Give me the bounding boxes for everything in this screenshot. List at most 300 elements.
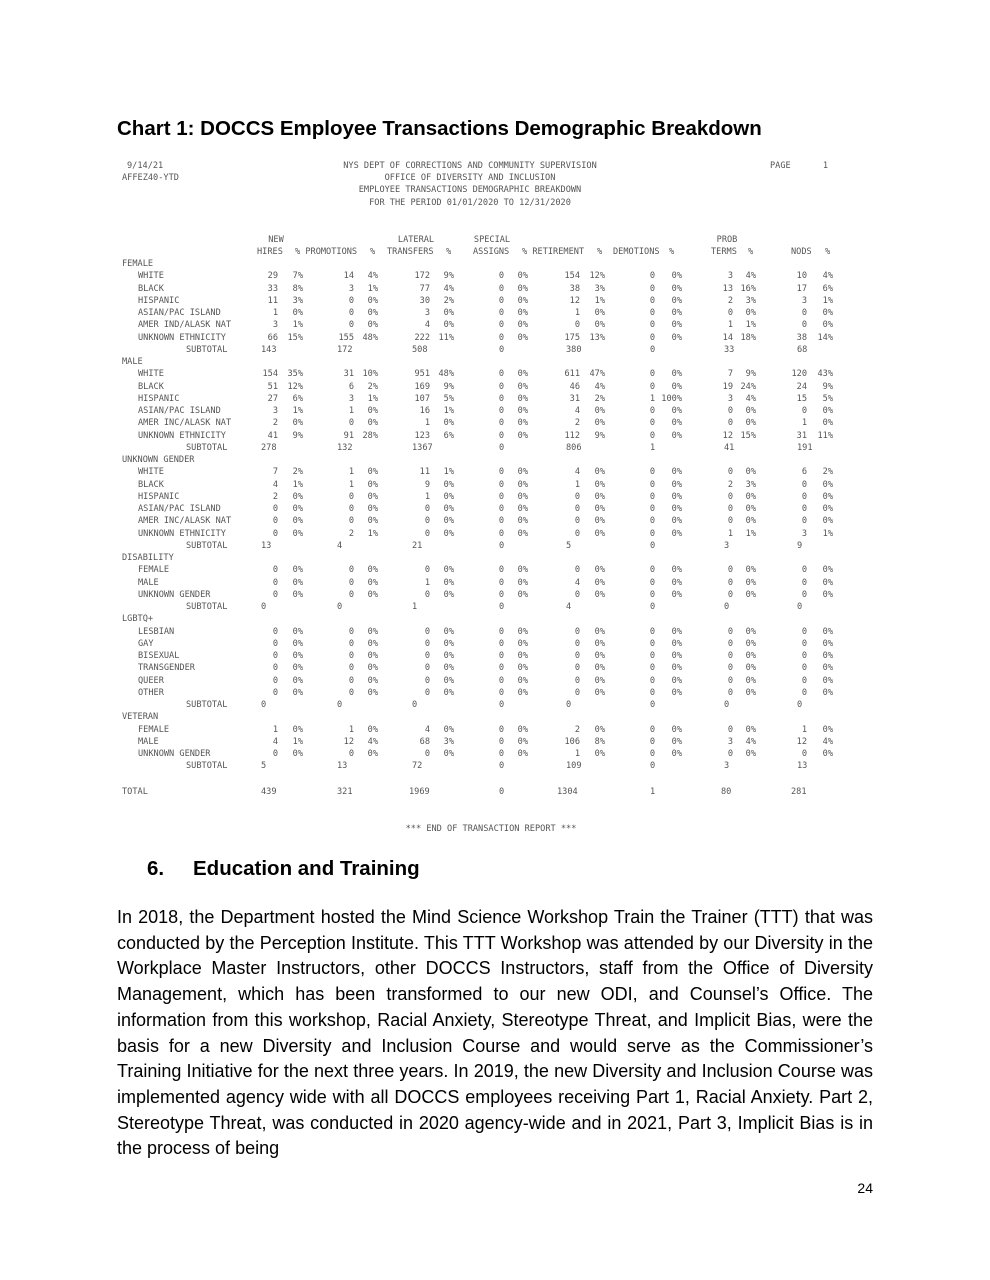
subtotal-value: 0	[724, 602, 730, 612]
cell-value: 0	[272, 528, 278, 539]
report-title-line: EMPLOYEE TRANSACTIONS DEMOGRAPHIC BREAKDOWN	[358, 185, 582, 195]
cell-value: 0	[498, 308, 504, 318]
cell-value: 0%	[367, 418, 378, 429]
cell-value: 7	[272, 467, 278, 478]
subtotal-value: 0	[499, 602, 505, 612]
cell-value: 0%	[292, 308, 303, 318]
cell-value: 0%	[517, 332, 528, 343]
cell-value: 0	[727, 663, 733, 674]
cell-value: 0%	[367, 749, 378, 759]
row-label: OTHER	[138, 687, 164, 698]
cell-value: 0%	[517, 430, 528, 441]
cell-value: 0	[727, 724, 733, 735]
cell-value: 4%	[745, 271, 756, 282]
column-header: DEMOTIONS	[613, 247, 660, 257]
subtotal-value: 0	[499, 700, 505, 710]
cell-value: 0%	[671, 467, 682, 478]
cell-value: 0	[727, 491, 733, 502]
cell-value: 0%	[517, 283, 528, 294]
cell-value: 3%	[443, 736, 454, 747]
cell-value: 0%	[443, 687, 454, 698]
subtotal-value: 0	[261, 700, 267, 710]
subtotal-value: 0	[650, 602, 656, 612]
cell-value: 0	[649, 283, 655, 294]
subtotal-value: 109	[566, 761, 582, 772]
cell-value: 0%	[745, 516, 756, 527]
cell-value: 0%	[822, 491, 833, 502]
cell-value: 31	[343, 369, 354, 380]
cell-value: 1	[574, 749, 580, 759]
cell-value: 0%	[517, 565, 528, 576]
cell-value: 12	[343, 736, 354, 747]
cell-value: 3	[272, 320, 278, 331]
cell-value: 14	[722, 332, 733, 343]
cell-value: 0%	[517, 320, 528, 331]
column-header-top: LATERAL	[397, 235, 435, 245]
cell-value: 1%	[822, 528, 833, 539]
cell-value: 5%	[443, 393, 454, 404]
cell-value: 0%	[594, 528, 605, 539]
cell-value: 0%	[594, 406, 605, 416]
cell-value: 1	[649, 393, 655, 404]
cell-value: 1	[424, 491, 430, 502]
cell-value: 3%	[292, 295, 303, 306]
subtotal-value: 0	[499, 540, 505, 551]
cell-value: 77	[419, 283, 430, 294]
cell-value: 0%	[517, 577, 528, 588]
report-id: AFFEZ40-YTD	[122, 173, 179, 183]
cell-value: 0	[498, 577, 504, 588]
cell-value: 222	[414, 332, 430, 343]
cell-value: 0%	[594, 479, 605, 490]
page-label: PAGE	[770, 161, 791, 171]
cell-value: 4	[574, 467, 580, 478]
cell-value: 0%	[822, 749, 833, 759]
cell-value: 0	[272, 687, 278, 698]
cell-value: 0	[498, 369, 504, 380]
cell-value: 0%	[367, 308, 378, 318]
cell-value: 1	[272, 724, 278, 735]
cell-value: 0%	[822, 320, 833, 331]
cell-value: 0%	[594, 638, 605, 649]
cell-value: 0%	[671, 320, 682, 331]
cell-value: 9%	[443, 271, 454, 282]
subtotal-value: 0	[797, 602, 803, 612]
cell-value: 0%	[671, 663, 682, 674]
cell-value: 0%	[745, 589, 756, 600]
cell-value: 0%	[594, 516, 605, 527]
cell-value: 0	[498, 271, 504, 282]
cell-value: 120	[791, 369, 807, 380]
cell-value: 0	[574, 663, 580, 674]
row-label: FEMALE	[138, 565, 170, 576]
cell-value: 0%	[745, 638, 756, 649]
cell-value: 0	[801, 626, 807, 637]
cell-value: 14%	[817, 332, 833, 343]
cell-value: 0	[801, 577, 807, 588]
cell-value: 0%	[367, 491, 378, 502]
subtotal-value: 806	[566, 442, 582, 453]
column-header-top: PROB	[716, 235, 738, 245]
cell-value: 0%	[443, 504, 454, 514]
cell-value: 0	[574, 687, 580, 698]
cell-value: 0	[498, 516, 504, 527]
cell-value: 175	[564, 332, 580, 343]
column-header: %	[370, 247, 376, 257]
cell-value: 1	[574, 479, 580, 490]
row-label: FEMALE	[138, 724, 170, 735]
cell-value: 0%	[517, 491, 528, 502]
cell-value: 4%	[594, 381, 605, 392]
cell-value: 1%	[292, 320, 303, 331]
cell-value: 0	[574, 491, 580, 502]
subtotal-value: 1	[650, 442, 656, 453]
cell-value: 0	[649, 381, 655, 392]
cell-value: 0%	[517, 369, 528, 380]
row-label: HISPANIC	[138, 295, 180, 306]
cell-value: 0	[272, 651, 278, 661]
section-title: UNKNOWN GENDER	[122, 455, 195, 465]
cell-value: 0%	[671, 577, 682, 588]
cell-value: 0%	[594, 675, 605, 686]
cell-value: 0%	[594, 749, 605, 759]
cell-value: 0	[272, 638, 278, 649]
cell-value: 0	[801, 504, 807, 514]
cell-value: 0	[574, 565, 580, 576]
cell-value: 28%	[362, 430, 378, 441]
cell-value: 12%	[589, 271, 605, 282]
total-value: 80	[721, 787, 732, 797]
cell-value: 0	[649, 320, 655, 331]
cell-value: 4	[424, 320, 430, 331]
cell-value: 0%	[671, 675, 682, 686]
cell-value: 33	[267, 283, 278, 294]
cell-value: 4%	[822, 736, 833, 747]
section-title: LGBTQ+	[122, 614, 154, 625]
cell-value: 0	[348, 675, 354, 686]
cell-value: 66	[267, 332, 278, 343]
cell-value: 1%	[822, 295, 833, 306]
cell-value: 0%	[443, 418, 454, 429]
row-label: WHITE	[138, 467, 164, 478]
cell-value: 0%	[822, 651, 833, 661]
subtotal-value: 0	[337, 700, 343, 710]
cell-value: 1%	[443, 406, 454, 416]
cell-value: 0%	[594, 504, 605, 514]
cell-value: 0	[272, 504, 278, 514]
cell-value: 0%	[745, 626, 756, 637]
cell-value: 6%	[822, 283, 833, 294]
column-header: %	[597, 247, 603, 257]
cell-value: 0	[649, 491, 655, 502]
report-title-line: FOR THE PERIOD 01/01/2020 TO 12/31/2020	[369, 198, 571, 208]
subtotal-value: 21	[412, 540, 423, 551]
cell-value: 0%	[517, 271, 528, 282]
subtotal-value: 0	[566, 700, 572, 710]
cell-value: 0	[574, 626, 580, 637]
cell-value: 0%	[745, 687, 756, 698]
cell-value: 0%	[822, 687, 833, 698]
cell-value: 0%	[671, 504, 682, 514]
column-header: TRANSFERS	[387, 247, 434, 257]
cell-value: 9%	[594, 430, 605, 441]
subtotal-label: SUBTOTAL	[186, 602, 228, 612]
subtotal-value: 4	[337, 540, 343, 551]
cell-value: 0%	[292, 491, 303, 502]
cell-value: 0	[498, 663, 504, 674]
cell-value: 0	[649, 736, 655, 747]
cell-value: 1	[424, 577, 430, 588]
cell-value: 4	[574, 406, 580, 416]
subtotal-label: SUBTOTAL	[186, 442, 228, 453]
cell-value: 3	[348, 393, 354, 404]
cell-value: 1	[348, 467, 354, 478]
subtotal-value: 4	[566, 602, 572, 612]
cell-value: 1	[348, 479, 354, 490]
cell-value: 4	[272, 736, 278, 747]
cell-value: 0%	[822, 663, 833, 674]
row-label: UNKNOWN ETHNICITY	[138, 528, 226, 539]
cell-value: 0	[498, 406, 504, 416]
column-header: NODS	[791, 247, 812, 257]
subtotal-value: 380	[566, 344, 582, 355]
cell-value: 0%	[671, 565, 682, 576]
cell-value: 30	[419, 295, 430, 306]
cell-value: 0	[649, 430, 655, 441]
cell-value: 0	[424, 638, 430, 649]
cell-value: 0%	[594, 663, 605, 674]
row-label: ASIAN/PAC ISLAND	[138, 504, 221, 514]
cell-value: 2%	[443, 295, 454, 306]
cell-value: 4	[424, 724, 430, 735]
cell-value: 0%	[367, 724, 378, 735]
cell-value: 0%	[517, 528, 528, 539]
cell-value: 0	[727, 467, 733, 478]
cell-value: 16	[419, 406, 430, 416]
cell-value: 0%	[822, 479, 833, 490]
column-header: % RETIREMENT	[522, 247, 585, 257]
cell-value: 13%	[589, 332, 605, 343]
cell-value: 0	[727, 589, 733, 600]
cell-value: 0	[498, 467, 504, 478]
row-label: LESBIAN	[138, 626, 175, 637]
cell-value: 0	[498, 320, 504, 331]
cell-value: 154	[564, 271, 580, 282]
cell-value: 3%	[745, 295, 756, 306]
cell-value: 0%	[745, 418, 756, 429]
cell-value: 0	[348, 577, 354, 588]
subtotal-value: 5	[566, 540, 572, 551]
cell-value: 12	[796, 736, 807, 747]
subtotal-value: 0	[499, 344, 505, 355]
cell-value: 0	[498, 295, 504, 306]
row-label: UNKNOWN GENDER	[138, 589, 211, 600]
cell-value: 0	[498, 749, 504, 759]
cell-value: 1%	[745, 320, 756, 331]
cell-value: 0	[649, 418, 655, 429]
cell-value: 0	[574, 528, 580, 539]
cell-value: 0	[498, 418, 504, 429]
cell-value: 4	[574, 577, 580, 588]
cell-value: 4%	[367, 271, 378, 282]
cell-value: 112	[564, 430, 580, 441]
chart-title: Chart 1: DOCCS Employee Transactions Demographic Breakdown	[117, 117, 762, 140]
row-label: UNKNOWN GENDER	[138, 749, 211, 759]
cell-value: 0	[348, 295, 354, 306]
cell-value: 0	[801, 406, 807, 416]
cell-value: 4%	[443, 283, 454, 294]
section-title: DISABILITY	[122, 553, 174, 563]
cell-value: 0%	[594, 589, 605, 600]
cell-value: 0%	[594, 491, 605, 502]
subtotal-value: 13	[337, 761, 348, 772]
cell-value: 4%	[822, 271, 833, 282]
cell-value: 3	[801, 295, 807, 306]
cell-value: 8%	[292, 283, 303, 294]
cell-value: 0%	[292, 418, 303, 429]
cell-value: 35%	[287, 369, 303, 380]
cell-value: 0	[649, 687, 655, 698]
cell-value: 0%	[517, 406, 528, 416]
cell-value: 0%	[443, 528, 454, 539]
cell-value: 24%	[740, 381, 756, 392]
cell-value: 0%	[517, 479, 528, 490]
cell-value: 0%	[671, 271, 682, 282]
cell-value: 0	[801, 687, 807, 698]
cell-value: 2%	[594, 393, 605, 404]
cell-value: 0%	[671, 369, 682, 380]
cell-value: 0%	[443, 491, 454, 502]
cell-value: 0%	[443, 626, 454, 637]
cell-value: 0%	[671, 516, 682, 527]
total-value: 1304	[557, 787, 578, 797]
cell-value: 0%	[822, 516, 833, 527]
subtotal-value: 172	[337, 344, 353, 355]
cell-value: 0%	[671, 418, 682, 429]
cell-value: 0%	[745, 491, 756, 502]
row-label: MALE	[138, 736, 159, 747]
cell-value: 0%	[594, 308, 605, 318]
cell-value: 0%	[367, 626, 378, 637]
cell-value: 0%	[671, 406, 682, 416]
cell-value: 0	[498, 736, 504, 747]
column-header-top: SPECIAL	[473, 235, 511, 245]
cell-value: 100%	[661, 393, 682, 404]
cell-value: 1	[727, 320, 733, 331]
cell-value: 0%	[594, 467, 605, 478]
cell-value: 0%	[292, 565, 303, 576]
cell-value: 68	[419, 736, 430, 747]
cell-value: 0%	[367, 516, 378, 527]
cell-value: 0%	[671, 626, 682, 637]
cell-value: 5%	[822, 393, 833, 404]
subtotal-label: SUBTOTAL	[186, 344, 228, 355]
cell-value: 0	[727, 516, 733, 527]
column-header-top: NEW	[268, 235, 284, 245]
cell-value: 2%	[822, 467, 833, 478]
cell-value: 0%	[745, 651, 756, 661]
cell-value: 0%	[517, 381, 528, 392]
cell-value: 0	[801, 320, 807, 331]
row-label: BLACK	[138, 283, 164, 294]
cell-value: 0	[649, 675, 655, 686]
cell-value: 1	[272, 308, 278, 318]
cell-value: 0	[348, 651, 354, 661]
cell-value: 15%	[740, 430, 756, 441]
subtotal-value: 13	[261, 540, 272, 551]
cell-value: 1	[348, 406, 354, 416]
cell-value: 3%	[594, 283, 605, 294]
row-label: UNKNOWN ETHNICITY	[138, 430, 226, 441]
cell-value: 1%	[594, 295, 605, 306]
cell-value: 0%	[671, 528, 682, 539]
row-label: WHITE	[138, 369, 164, 380]
cell-value: 172	[414, 271, 430, 282]
cell-value: 0%	[594, 687, 605, 698]
cell-value: 0%	[292, 687, 303, 698]
cell-value: 0	[649, 528, 655, 539]
cell-value: 0	[424, 749, 430, 759]
cell-value: 10%	[362, 369, 378, 380]
report-title-line: OFFICE OF DIVERSITY AND INCLUSION	[384, 173, 556, 183]
cell-value: 0%	[745, 467, 756, 478]
cell-value: 4%	[745, 393, 756, 404]
cell-value: 0	[272, 663, 278, 674]
total-value: 1969	[409, 787, 430, 797]
cell-value: 0%	[517, 516, 528, 527]
cell-value: 0%	[745, 749, 756, 759]
subtotal-value: 5	[261, 761, 267, 772]
cell-value: 0%	[367, 687, 378, 698]
cell-value: 0	[498, 626, 504, 637]
cell-value: 0	[498, 393, 504, 404]
cell-value: 1%	[367, 283, 378, 294]
cell-value: 0%	[292, 589, 303, 600]
cell-value: 0	[727, 675, 733, 686]
cell-value: 0%	[367, 577, 378, 588]
row-label: QUEER	[138, 675, 164, 686]
subtotal-value: 1367	[412, 442, 433, 453]
cell-value: 0%	[594, 651, 605, 661]
cell-value: 0%	[443, 479, 454, 490]
subtotal-value: 0	[650, 700, 656, 710]
cell-value: 0	[272, 516, 278, 527]
cell-value: 0	[272, 626, 278, 637]
cell-value: 27	[267, 393, 278, 404]
cell-value: 0%	[671, 638, 682, 649]
cell-value: 1	[801, 724, 807, 735]
cell-value: 0%	[745, 504, 756, 514]
subtotal-label: SUBTOTAL	[186, 540, 228, 551]
cell-value: 16%	[740, 283, 756, 294]
cell-value: 0%	[517, 651, 528, 661]
cell-value: 0	[801, 479, 807, 490]
cell-value: 0	[498, 724, 504, 735]
cell-value: 6	[801, 467, 807, 478]
cell-value: 0%	[367, 295, 378, 306]
cell-value: 51	[267, 381, 278, 392]
cell-value: 2	[727, 295, 733, 306]
cell-value: 29	[267, 271, 278, 282]
section-title: Education and Training	[193, 857, 420, 880]
cell-value: 0	[649, 749, 655, 759]
row-label: ASIAN/PAC ISLAND	[138, 406, 221, 416]
cell-value: 0	[424, 651, 430, 661]
cell-value: 0	[801, 565, 807, 576]
cell-value: 46	[569, 381, 580, 392]
cell-value: 1%	[745, 528, 756, 539]
cell-value: 4%	[745, 736, 756, 747]
